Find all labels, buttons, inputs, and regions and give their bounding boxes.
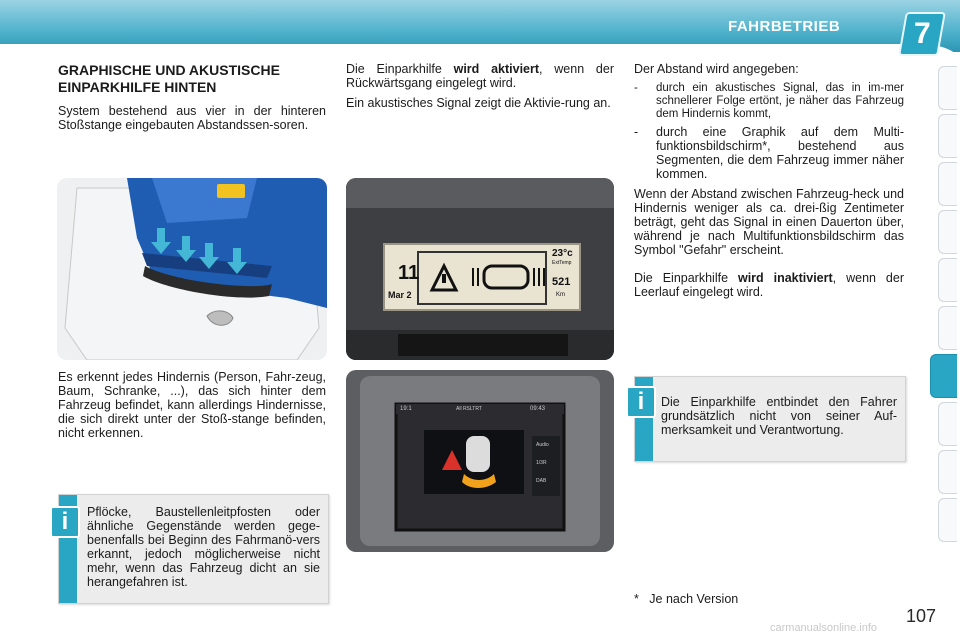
instrument-display-photo xyxy=(346,178,614,360)
chapter-tab[interactable] xyxy=(938,162,957,206)
screen-clock: 09:43 xyxy=(530,406,546,412)
footnote: * Je nach Version xyxy=(634,592,739,606)
screen-menu-1: Audio xyxy=(536,442,549,448)
chapter-tab[interactable] xyxy=(938,450,957,494)
list-item xyxy=(634,82,904,121)
column-middle xyxy=(346,62,614,116)
display-right-value: 521 xyxy=(552,276,571,288)
section-heading: GRAPHISCHE UND AKUSTISCHE EINPARKHILFE HINTEN xyxy=(58,62,280,95)
screen-menu-3: DAB xyxy=(536,478,547,484)
chapter-tab[interactable] xyxy=(938,306,957,350)
intro-text: System bestehend aus vier in der hinteren Stoßstange eingebauten Abstandssen-soren. xyxy=(58,104,326,132)
chapter-title: FAHRBETRIEB xyxy=(728,18,841,35)
display-temp: 23°c xyxy=(552,248,573,259)
bullet-text: durch eine Graphik auf dem Multi-funktionsbildschirm*, bestehend aus Segmenten, die dem Fahrzeug immer näher kommen. xyxy=(656,125,904,181)
info-text: Pflöcke, Baustellenleitpfosten oder ähnliche Gegenstände werden gege-benenfalls bei Beginn des Fahrmanö-vers erkannt, jedoch möglicherweise nicht mehr, wenn das Fahrzeug dicht an sie herangefahren ist. xyxy=(87,505,320,589)
activation-text xyxy=(346,62,614,90)
bullet-dash: - xyxy=(634,125,639,139)
display-temp-unit: ExtTemp xyxy=(552,260,572,266)
car-rear-illustration xyxy=(57,178,327,360)
display-right-unit: Km xyxy=(556,292,565,298)
detection-limits-text: Es erkennt jedes Hindernis (Person, Fahr-zeug, Baum, Schranke, ...), das sich hinter dem Fahrzeug befindet, kann allerdings Hindernisse, die sich direkt unter der Stoß-stange befinden, nicht erkennen. xyxy=(58,370,326,440)
activation-signal-text: Ein akustisches Signal zeigt die Aktivie-rung an. xyxy=(346,96,611,110)
info-box-right xyxy=(634,376,906,462)
deactivation-text-end: , wenn der Leerlauf eingelegt wird. xyxy=(634,271,904,299)
header-curve xyxy=(0,44,960,62)
info-icon: i xyxy=(626,386,656,418)
bullet-text: durch ein akustisches Signal, das in im-mer schnellerer Folge ertönt, je näher das Fahrzeug dem Hindernis kommt, xyxy=(656,82,904,120)
chapter-tab[interactable] xyxy=(938,210,957,254)
activation-text-start: Die Einparkhilfe xyxy=(346,62,454,76)
info-box-left xyxy=(58,494,329,604)
distance-intro: Der Abstand wird angegeben: xyxy=(634,62,799,76)
list-item xyxy=(634,125,904,181)
chapter-tab[interactable] xyxy=(938,258,957,302)
chapter-number-badge xyxy=(898,12,946,56)
chapter-tab[interactable] xyxy=(938,114,957,158)
info-icon: i xyxy=(50,506,80,538)
deactivation-text-bold: wird inaktiviert xyxy=(737,271,833,285)
column-left-lower xyxy=(58,370,326,446)
chapter-tab[interactable] xyxy=(938,498,957,542)
instrument-display-illustration xyxy=(346,178,614,360)
chapter-tabs xyxy=(928,66,960,546)
column-left xyxy=(58,62,326,138)
screen-status-left: 19:1 xyxy=(400,406,412,412)
chapter-tab[interactable] xyxy=(938,402,957,446)
chapter-tab-active[interactable] xyxy=(930,354,957,398)
page-number: 107 xyxy=(906,606,937,626)
screen-menu-2: 1/3R xyxy=(536,460,547,466)
activation-text-end: , wenn der Rückwärtsgang eingelegt wird. xyxy=(346,62,614,90)
rear-bumper-sensor-image xyxy=(57,178,327,360)
column-right xyxy=(634,62,904,305)
display-date: Mar 2 xyxy=(388,290,412,300)
deactivation-text-start: Die Einparkhilfe xyxy=(634,271,738,285)
display-left-value: 11 xyxy=(398,262,420,284)
danger-text: Wenn der Abstand zwischen Fahrzeug-heck und Hindernis weniger als ca. drei-ßig Zentimeter beträgt, geht das Signal in einen Dauerton über, während je nach Multifunktionsbildschirm das Symbol "Gefahr" erscheint. xyxy=(634,187,904,257)
chapter-tab[interactable] xyxy=(938,66,957,110)
multifunction-screen-illustration xyxy=(346,370,614,552)
chapter-number: 7 xyxy=(913,17,931,50)
screen-status-mid: All RSLTRT xyxy=(456,406,482,412)
deactivation-text xyxy=(634,271,904,299)
info-text: Die Einparkhilfe entbindet den Fahrer grundsätzlich nicht von seiner Auf-merksamkeit und Verantwortung. xyxy=(661,395,897,437)
multifunction-screen-photo xyxy=(346,370,614,552)
activation-text-bold: wird aktiviert xyxy=(453,62,540,76)
bullet-dash: - xyxy=(634,82,638,94)
watermark: carmanualsonline.info xyxy=(770,622,878,634)
